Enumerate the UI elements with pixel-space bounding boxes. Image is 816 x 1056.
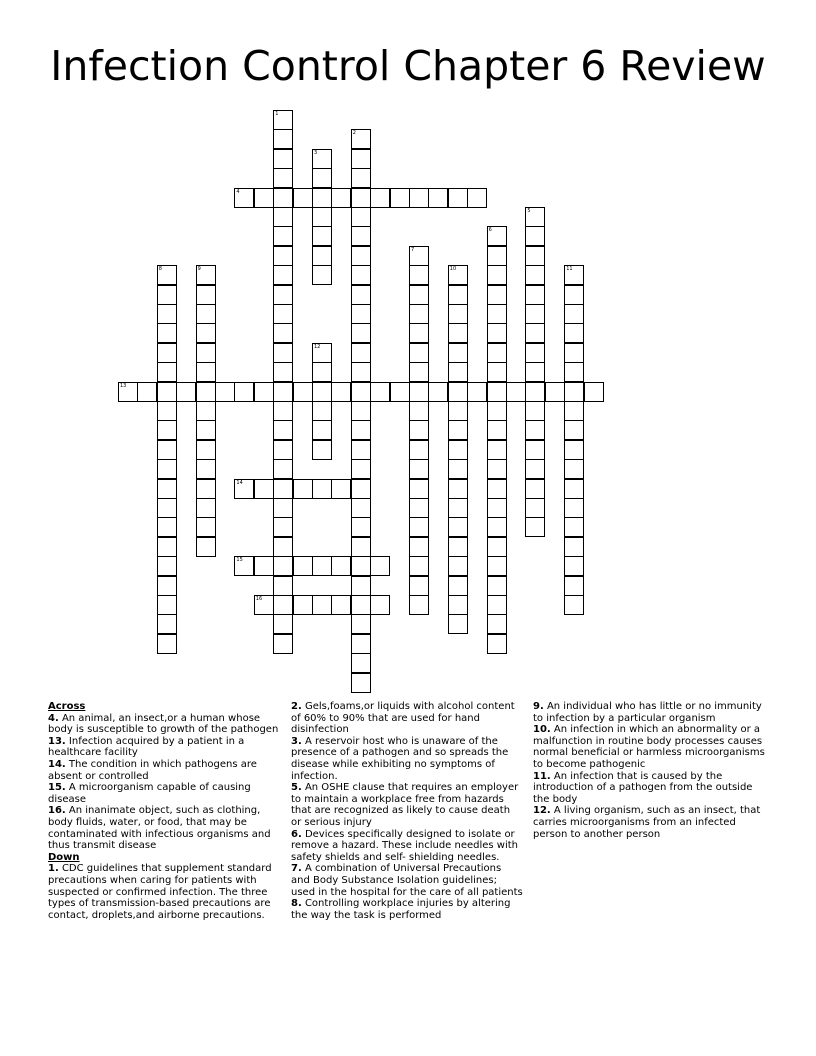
- crossword-cell[interactable]: [273, 362, 293, 382]
- crossword-cell[interactable]: [487, 401, 507, 421]
- crossword-cell[interactable]: [409, 188, 429, 208]
- crossword-cell[interactable]: [196, 498, 216, 518]
- clue-column-2: [291, 701, 523, 921]
- crossword-cell[interactable]: [351, 149, 371, 169]
- crossword-cell[interactable]: [351, 188, 371, 208]
- crossword-cell[interactable]: [157, 479, 177, 499]
- crossword-cell[interactable]: [157, 362, 177, 382]
- crossword-cell[interactable]: [312, 401, 332, 421]
- crossword-cell[interactable]: [564, 420, 584, 440]
- crossword-cell[interactable]: [409, 343, 429, 363]
- crossword-cell[interactable]: [564, 285, 584, 305]
- clue-down-7: 7. A combination of Universal Precautions and Body Substance Isolation guidelines; used in the hospital for the care of all patients: [291, 863, 523, 898]
- crossword-cell[interactable]: [525, 401, 545, 421]
- crossword-cell[interactable]: [351, 576, 371, 596]
- crossword-cell[interactable]: [487, 323, 507, 343]
- crossword-cell[interactable]: [351, 246, 371, 266]
- crossword-cell[interactable]: [487, 285, 507, 305]
- crossword-cell[interactable]: [118, 382, 138, 402]
- crossword-cell[interactable]: [273, 382, 293, 402]
- crossword-cell[interactable]: [196, 382, 216, 402]
- crossword-cell[interactable]: [351, 265, 371, 285]
- crossword-cell[interactable]: [409, 420, 429, 440]
- clue-down-3: 3. A reservoir host who is unaware of the presence of a pathogen and so spreads the disease while exhibiting no symptoms of infection.: [291, 735, 509, 782]
- crossword-cell[interactable]: [448, 188, 468, 208]
- crossword-cell[interactable]: [273, 188, 293, 208]
- cell-number: 7: [411, 246, 415, 253]
- crossword-cell[interactable]: [157, 323, 177, 343]
- crossword-cell[interactable]: [312, 343, 332, 363]
- crossword-cell[interactable]: [351, 479, 371, 499]
- crossword-cell[interactable]: [487, 226, 507, 246]
- crossword-cell[interactable]: [390, 188, 410, 208]
- crossword-cell[interactable]: [331, 556, 351, 576]
- crossword-cell[interactable]: [273, 129, 293, 149]
- crossword-cell[interactable]: [312, 265, 332, 285]
- crossword-cell[interactable]: [273, 595, 293, 615]
- crossword-cell[interactable]: [351, 226, 371, 246]
- clue-down-8: 8. Controlling workplace injuries by altering the way the task is performed: [291, 898, 511, 921]
- crossword-cell[interactable]: [448, 595, 468, 615]
- crossword-cell[interactable]: [448, 459, 468, 479]
- crossword-cell[interactable]: [196, 479, 216, 499]
- crossword-cell[interactable]: [370, 595, 390, 615]
- crossword-cell[interactable]: [351, 614, 371, 634]
- cell-number: 8: [158, 266, 162, 273]
- cell-number: 14: [236, 479, 243, 486]
- crossword-cell[interactable]: [487, 343, 507, 363]
- crossword-cell[interactable]: [312, 362, 332, 382]
- crossword-cell[interactable]: [293, 479, 313, 499]
- crossword-cell[interactable]: [525, 207, 545, 227]
- crossword-cell[interactable]: [351, 673, 371, 693]
- crossword-cell[interactable]: [564, 576, 584, 596]
- crossword-cell[interactable]: [487, 440, 507, 460]
- crossword-cell[interactable]: [312, 226, 332, 246]
- crossword-cell[interactable]: [157, 556, 177, 576]
- cell-number: 11: [566, 266, 573, 273]
- crossword-cell[interactable]: [157, 265, 177, 285]
- crossword-cell[interactable]: [487, 614, 507, 634]
- crossword-cell[interactable]: [448, 401, 468, 421]
- crossword-cell[interactable]: [409, 517, 429, 537]
- crossword-cell[interactable]: [234, 188, 254, 208]
- crossword-cell[interactable]: [351, 323, 371, 343]
- crossword-cell[interactable]: [351, 285, 371, 305]
- crossword-cell[interactable]: [409, 440, 429, 460]
- crossword-cell[interactable]: [487, 537, 507, 557]
- crossword-cell[interactable]: [312, 149, 332, 169]
- crossword-cell[interactable]: [448, 576, 468, 596]
- crossword-cell[interactable]: [409, 285, 429, 305]
- clue-across-4: 4. An animal, an insect,or a human whose body is susceptible to growth of the pathogen: [48, 712, 279, 736]
- crossword-cell[interactable]: [448, 420, 468, 440]
- crossword-cell[interactable]: [273, 343, 293, 363]
- crossword-cell[interactable]: [196, 265, 216, 285]
- crossword-cell[interactable]: [428, 382, 448, 402]
- crossword-cell[interactable]: [467, 382, 487, 402]
- crossword-cell[interactable]: [409, 304, 429, 324]
- clue-down-9: 9. An individual who has little or no immunity to infection by a particular organism: [533, 701, 762, 724]
- crossword-cell[interactable]: [312, 382, 332, 402]
- crossword-cell[interactable]: [273, 634, 293, 654]
- crossword-cell[interactable]: [273, 537, 293, 557]
- crossword-cell[interactable]: [312, 556, 332, 576]
- clue-across-16: 16. An inanimate object, such as clothing, body fluids, water, or food, that may be contaminated with infectious organisms and thus transmit disease: [48, 805, 271, 852]
- crossword-cell[interactable]: [157, 614, 177, 634]
- cell-number: 4: [236, 188, 240, 195]
- crossword-cell[interactable]: [312, 246, 332, 266]
- cell-number: 2: [352, 130, 356, 137]
- crossword-cell[interactable]: [196, 323, 216, 343]
- crossword-cell[interactable]: [409, 362, 429, 382]
- crossword-cell[interactable]: [525, 246, 545, 266]
- crossword-cell[interactable]: [564, 479, 584, 499]
- crossword-cell[interactable]: [293, 556, 313, 576]
- crossword-cell[interactable]: [196, 285, 216, 305]
- crossword-cell[interactable]: [525, 440, 545, 460]
- crossword-cell[interactable]: [331, 479, 351, 499]
- crossword-cell[interactable]: [409, 246, 429, 266]
- crossword-cell[interactable]: [351, 207, 371, 227]
- crossword-cell[interactable]: [390, 382, 410, 402]
- crossword-cell[interactable]: [312, 479, 332, 499]
- crossword-cell[interactable]: [351, 440, 371, 460]
- crossword-cell[interactable]: [409, 265, 429, 285]
- crossword-cell[interactable]: [157, 576, 177, 596]
- crossword-cell[interactable]: [273, 304, 293, 324]
- crossword-cell[interactable]: [370, 188, 390, 208]
- crossword-cell[interactable]: [525, 382, 545, 402]
- crossword-cell[interactable]: [273, 168, 293, 188]
- cell-number: 9: [197, 266, 201, 273]
- crossword-cell[interactable]: [273, 459, 293, 479]
- clue-across-14: 14. The condition in which pathogens are absent or controlled: [48, 758, 257, 782]
- crossword-cell[interactable]: [137, 382, 157, 402]
- clue-down-11: 11. An infection that is caused by the introduction of a pathogen from the outside the body: [533, 770, 753, 805]
- crossword-cell[interactable]: [157, 459, 177, 479]
- crossword-cell[interactable]: [564, 343, 584, 363]
- crossword-cell[interactable]: [487, 517, 507, 537]
- cell-number: 10: [449, 266, 457, 273]
- crossword-cell[interactable]: [273, 420, 293, 440]
- crossword-cell[interactable]: [273, 246, 293, 266]
- clue-column-3: [533, 701, 768, 840]
- crossword-cell[interactable]: [157, 517, 177, 537]
- crossword-cell[interactable]: [525, 420, 545, 440]
- crossword-cell[interactable]: [351, 168, 371, 188]
- crossword-cell[interactable]: [157, 440, 177, 460]
- crossword-cell[interactable]: [157, 343, 177, 363]
- crossword-cell[interactable]: [273, 149, 293, 169]
- crossword-cell[interactable]: [351, 653, 371, 673]
- crossword-cell[interactable]: [448, 343, 468, 363]
- crossword-cell[interactable]: [273, 614, 293, 634]
- crossword-cell[interactable]: [157, 420, 177, 440]
- crossword-cell[interactable]: [196, 440, 216, 460]
- crossword-cell[interactable]: [564, 537, 584, 557]
- crossword-cell[interactable]: [487, 576, 507, 596]
- crossword-cell[interactable]: [196, 537, 216, 557]
- clue-down-10: 10. An infection in which an abnormality or a malfunction in routine body processes causes normal beneficial or harmless microorganisms to become pathogenic: [533, 724, 765, 770]
- crossword-cell[interactable]: [564, 401, 584, 421]
- crossword-cell[interactable]: [351, 362, 371, 382]
- crossword-cell[interactable]: [351, 343, 371, 363]
- crossword-cell[interactable]: [196, 420, 216, 440]
- crossword-cell[interactable]: [564, 595, 584, 615]
- crossword-cell[interactable]: [196, 343, 216, 363]
- crossword-cell[interactable]: [351, 556, 371, 576]
- crossword-cell[interactable]: [487, 498, 507, 518]
- crossword-cell[interactable]: [525, 362, 545, 382]
- crossword-cell[interactable]: [196, 517, 216, 537]
- crossword-cell[interactable]: [525, 459, 545, 479]
- crossword-cell[interactable]: [331, 188, 351, 208]
- crossword-cell[interactable]: [409, 382, 429, 402]
- clue-down-12: 12. A living organism, such as an insect, that carries microorganisms from an infected person to another person: [533, 805, 761, 840]
- crossword-cell[interactable]: [409, 576, 429, 596]
- crossword-cell[interactable]: [351, 498, 371, 518]
- crossword-cell[interactable]: [409, 498, 429, 518]
- crossword-cell[interactable]: [409, 401, 429, 421]
- across-heading: Across: [48, 701, 86, 712]
- down-heading: Down: [48, 851, 80, 863]
- crossword-cell[interactable]: [157, 595, 177, 615]
- crossword-cell[interactable]: [564, 265, 584, 285]
- crossword-cell[interactable]: [254, 479, 274, 499]
- crossword-cell[interactable]: [196, 459, 216, 479]
- crossword-cell[interactable]: [157, 304, 177, 324]
- crossword-cell[interactable]: [215, 382, 235, 402]
- crossword-cell[interactable]: [351, 382, 371, 402]
- crossword-cell[interactable]: [487, 479, 507, 499]
- crossword-cell[interactable]: [448, 265, 468, 285]
- crossword-cell[interactable]: [312, 595, 332, 615]
- crossword-cell[interactable]: [487, 634, 507, 654]
- crossword-cell[interactable]: [487, 304, 507, 324]
- crossword-cell[interactable]: [312, 207, 332, 227]
- crossword-cell[interactable]: [293, 382, 313, 402]
- cell-number: 15: [236, 557, 243, 564]
- crossword-cell[interactable]: [312, 440, 332, 460]
- crossword-cell[interactable]: [234, 479, 254, 499]
- clue-across-13: 13. Infection acquired by a patient in a healthcare facility: [48, 735, 245, 759]
- crossword-cell[interactable]: [254, 188, 274, 208]
- crossword-cell[interactable]: [487, 382, 507, 402]
- crossword-cell[interactable]: [409, 479, 429, 499]
- crossword-cell[interactable]: [487, 265, 507, 285]
- crossword-cell[interactable]: [584, 382, 604, 402]
- crossword-cell[interactable]: [448, 382, 468, 402]
- crossword-cell[interactable]: [487, 556, 507, 576]
- crossword-cell[interactable]: [525, 323, 545, 343]
- crossword-cell[interactable]: [312, 420, 332, 440]
- crossword-cell[interactable]: [157, 401, 177, 421]
- page-title: Infection Control Chapter 6 Review: [50, 42, 766, 90]
- crossword-cell[interactable]: [525, 285, 545, 305]
- crossword-cell[interactable]: [273, 226, 293, 246]
- crossword-cell[interactable]: [254, 382, 274, 402]
- crossword-cell[interactable]: [448, 614, 468, 634]
- clue-down-5: 5. An OSHE clause that requires an employer to maintain a workplace free from hazards that are recognized as likely to cause death or serious injury: [291, 782, 519, 828]
- crossword-cell[interactable]: [254, 595, 274, 615]
- crossword-cell[interactable]: [487, 420, 507, 440]
- crossword-cell[interactable]: [273, 498, 293, 518]
- crossword-cell[interactable]: [234, 382, 254, 402]
- crossword-cell[interactable]: [351, 420, 371, 440]
- crossword-cell[interactable]: [487, 246, 507, 266]
- crossword-cell[interactable]: [273, 401, 293, 421]
- crossword-cell[interactable]: [409, 537, 429, 557]
- crossword-cell[interactable]: [448, 498, 468, 518]
- crossword-cell[interactable]: [273, 556, 293, 576]
- crossword-cell[interactable]: [254, 556, 274, 576]
- crossword-cell[interactable]: [370, 382, 390, 402]
- crossword-cell[interactable]: [196, 362, 216, 382]
- crossword-cell[interactable]: [273, 323, 293, 343]
- crossword-cell[interactable]: [525, 226, 545, 246]
- crossword-cell[interactable]: [525, 343, 545, 363]
- crossword-cell[interactable]: [487, 362, 507, 382]
- crossword-cell[interactable]: [273, 517, 293, 537]
- crossword-cell[interactable]: [545, 382, 565, 402]
- crossword-cell[interactable]: [448, 362, 468, 382]
- crossword-cell[interactable]: [331, 382, 351, 402]
- crossword-cell[interactable]: [448, 517, 468, 537]
- crossword-cell[interactable]: [157, 498, 177, 518]
- crossword-cell[interactable]: [351, 129, 371, 149]
- clue-down-2: 2. Gels,foams,or liquids with alcohol content of 60% to 90% that are used for hand disinfection: [291, 701, 515, 736]
- crossword-cell[interactable]: [409, 556, 429, 576]
- crossword-cell[interactable]: [157, 382, 177, 402]
- crossword-cell[interactable]: [273, 265, 293, 285]
- crossword-cell[interactable]: [331, 595, 351, 615]
- crossword-cell[interactable]: [564, 498, 584, 518]
- cell-number: 5: [527, 208, 531, 214]
- cell-number: 1: [275, 111, 279, 117]
- crossword-cell[interactable]: [351, 401, 371, 421]
- crossword-cell[interactable]: [525, 479, 545, 499]
- crossword-cell[interactable]: [273, 479, 293, 499]
- crossword-cell[interactable]: [273, 440, 293, 460]
- crossword-cell[interactable]: [448, 537, 468, 557]
- crossword-cell[interactable]: [448, 440, 468, 460]
- crossword-cell[interactable]: [564, 440, 584, 460]
- crossword-cell[interactable]: [293, 188, 313, 208]
- cell-number: 6: [488, 227, 492, 234]
- crossword-cell[interactable]: [157, 285, 177, 305]
- crossword-cell[interactable]: [351, 537, 371, 557]
- clue-column-1: [48, 701, 280, 921]
- crossword-cell[interactable]: [370, 556, 390, 576]
- crossword-cell[interactable]: [525, 265, 545, 285]
- crossword-cell[interactable]: [564, 459, 584, 479]
- clue-down-6: 6. Devices specifically designed to isolate or remove a hazard. These include needles with safety shields and self- shielding needles.: [291, 828, 519, 863]
- crossword-cell[interactable]: [351, 634, 371, 654]
- crossword-cell[interactable]: [506, 382, 526, 402]
- crossword-cell[interactable]: [273, 576, 293, 596]
- cell-number: 13: [120, 382, 127, 389]
- crossword-cell[interactable]: [351, 459, 371, 479]
- crossword-cell[interactable]: [409, 459, 429, 479]
- crossword-cell[interactable]: [467, 188, 487, 208]
- crossword-cell[interactable]: [409, 323, 429, 343]
- crossword-cell[interactable]: [351, 304, 371, 324]
- crossword-cell[interactable]: [448, 304, 468, 324]
- crossword-cell[interactable]: [525, 498, 545, 518]
- crossword-cell[interactable]: [564, 517, 584, 537]
- cell-number: 16: [255, 596, 263, 602]
- crossword-cell[interactable]: [448, 556, 468, 576]
- crossword-cell[interactable]: [448, 323, 468, 343]
- crossword-cell[interactable]: [293, 595, 313, 615]
- crossword-cell[interactable]: [312, 188, 332, 208]
- crossword-cell[interactable]: [176, 382, 196, 402]
- crossword-cell[interactable]: [312, 168, 332, 188]
- clue-across-15: 15. A microorganism capable of causing disease: [48, 782, 251, 805]
- crossword-cell[interactable]: [351, 517, 371, 537]
- cell-number: 12: [314, 343, 321, 350]
- crossword-cell[interactable]: [448, 479, 468, 499]
- crossword-cell[interactable]: [564, 382, 584, 402]
- crossword-cell[interactable]: [157, 537, 177, 557]
- crossword-cell[interactable]: [273, 110, 293, 130]
- crossword-cell[interactable]: [525, 304, 545, 324]
- crossword-cell[interactable]: [273, 207, 293, 227]
- crossword-cell[interactable]: [564, 323, 584, 343]
- crossword-cell[interactable]: [564, 304, 584, 324]
- crossword-cell[interactable]: [409, 595, 429, 615]
- cell-number: 3: [314, 149, 318, 156]
- clue-down-1: 1. CDC guidelines that supplement standard precautions when caring for patients with suspected or confirmed infection. The three types of transmission-based precautions are contact, droplets,and airborne precautions.: [48, 863, 272, 921]
- crossword-cell[interactable]: [196, 304, 216, 324]
- crossword-cell[interactable]: [487, 595, 507, 615]
- crossword-cell[interactable]: [157, 634, 177, 654]
- crossword-cell[interactable]: [487, 459, 507, 479]
- crossword-cell[interactable]: [564, 362, 584, 382]
- crossword-cell[interactable]: [234, 556, 254, 576]
- crossword-cell[interactable]: [351, 595, 371, 615]
- crossword-cell[interactable]: [525, 517, 545, 537]
- crossword-cell[interactable]: [428, 188, 448, 208]
- crossword-cell[interactable]: [196, 401, 216, 421]
- crossword-cell[interactable]: [564, 556, 584, 576]
- crossword-cell[interactable]: [273, 285, 293, 305]
- crossword-cell[interactable]: [448, 285, 468, 305]
